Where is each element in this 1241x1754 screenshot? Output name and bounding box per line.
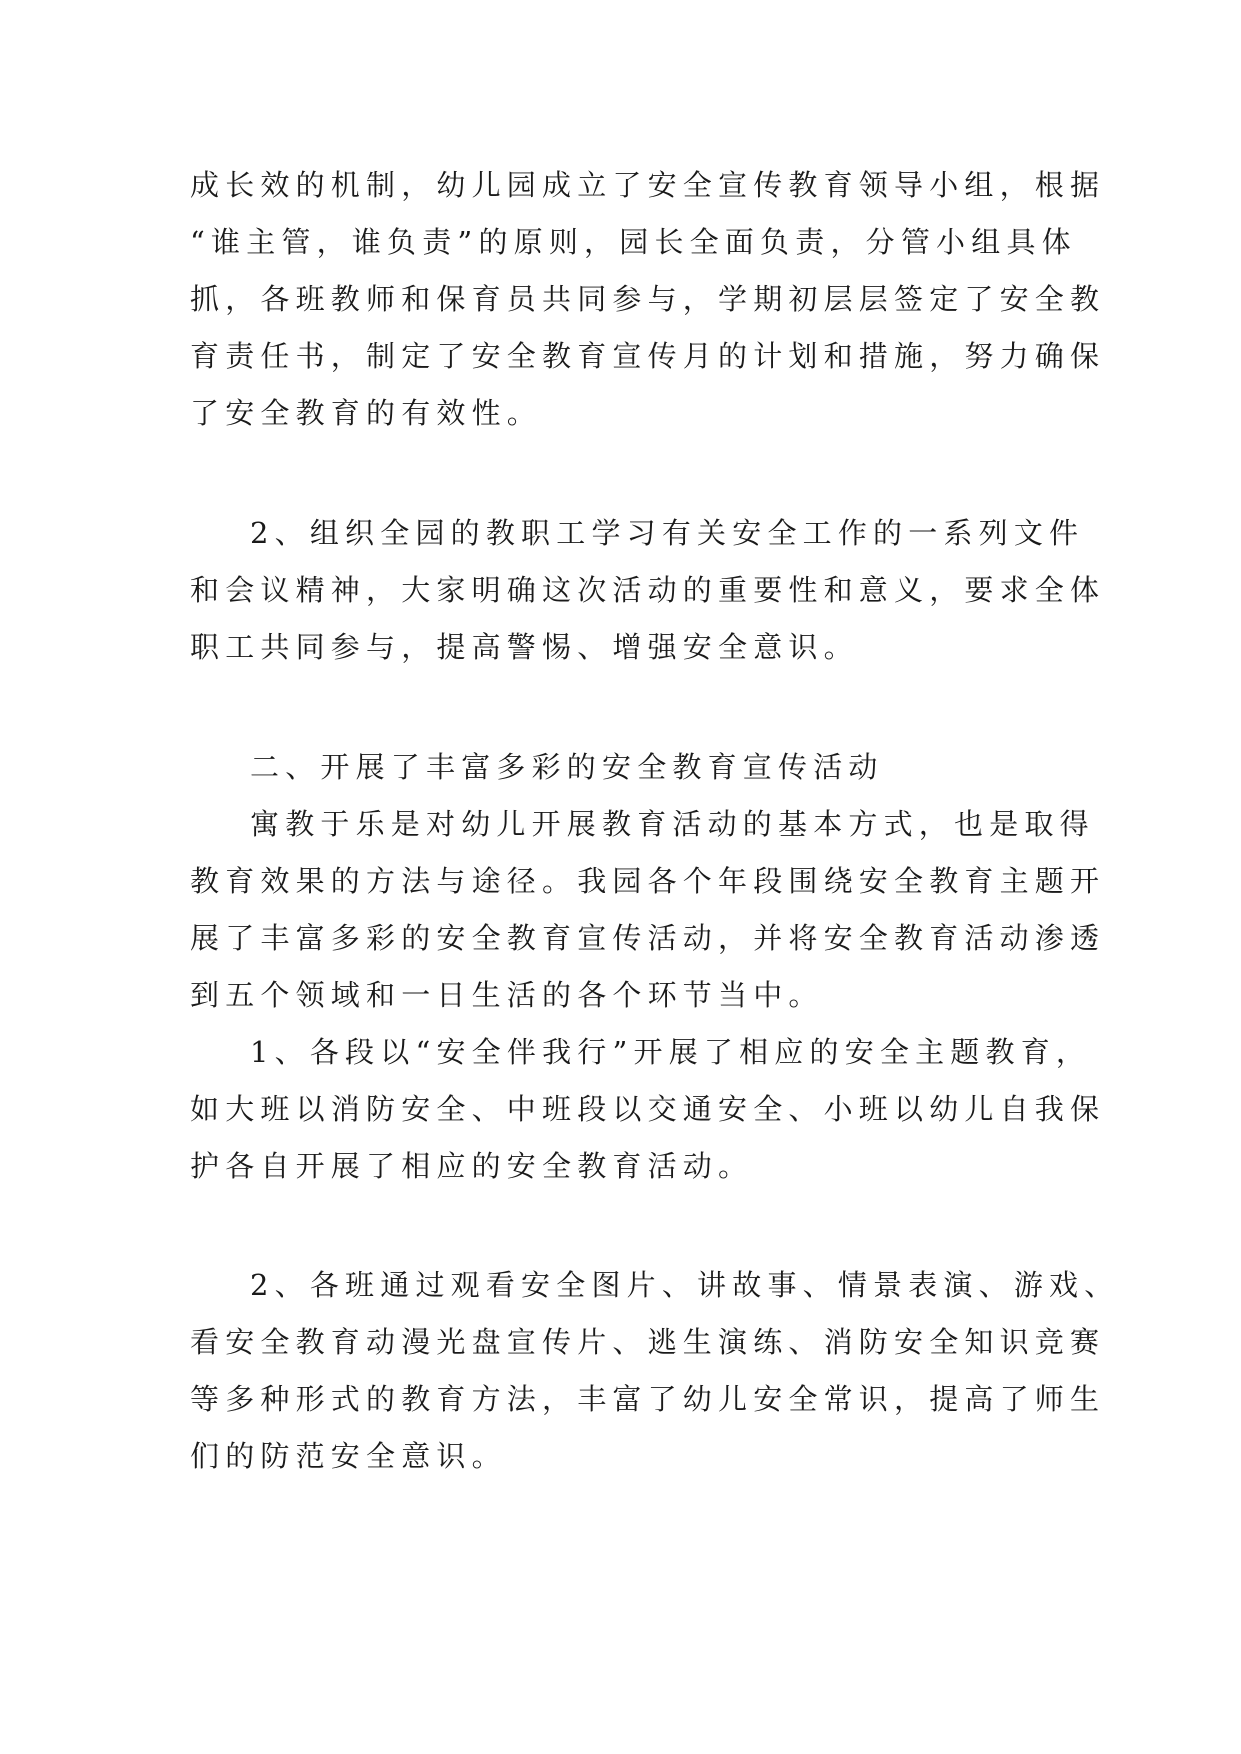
- text-line: 2、各班通过观看安全图片、讲故事、情景表演、游戏、: [250, 1268, 1120, 1302]
- text-line: 看安全教育动漫光盘宣传片、逃生演练、消防安全知识竞赛: [190, 1325, 1106, 1359]
- text-line: 和会议精神，大家明确这次活动的重要性和意义，要求全体: [190, 573, 1106, 607]
- text-line: 展了丰富多彩的安全教育宣传活动，并将安全教育活动渗透: [190, 921, 1106, 955]
- text-line: 教育效果的方法与途径。我园各个年段围绕安全教育主题开: [190, 864, 1106, 898]
- text-line: 育责任书，制定了安全教育宣传月的计划和措施，努力确保: [190, 339, 1106, 373]
- text-line: 到五个领域和一日生活的各个环节当中。: [190, 978, 824, 1012]
- text-line: 职工共同参与，提高警惕、增强安全意识。: [190, 630, 859, 664]
- section-heading: 二、开展了丰富多彩的安全教育宣传活动: [250, 750, 884, 784]
- text-line: 2、组织全园的教职工学习有关安全工作的一系列文件: [250, 516, 1085, 550]
- text-line: 如大班以消防安全、中班段以交通安全、小班以幼儿自我保: [190, 1092, 1106, 1126]
- text-line: 等多种形式的教育方法，丰富了幼儿安全常识，提高了师生: [190, 1382, 1106, 1416]
- text-line: 成长效的机制，幼儿园成立了安全宣传教育领导小组，根据: [190, 168, 1106, 202]
- text-line: 护各自开展了相应的安全教育活动。: [190, 1149, 754, 1183]
- text-line: “谁主管，谁负责”的原则，园长全面负责，分管小组具体: [190, 225, 1077, 259]
- text-line: 了安全教育的有效性。: [190, 396, 543, 430]
- text-line: 1、各段以“安全伴我行”开展了相应的安全主题教育，: [250, 1035, 1092, 1069]
- text-line: 抓，各班教师和保育员共同参与，学期初层层签定了安全教: [190, 282, 1106, 316]
- text-line: 们的防范安全意识。: [190, 1439, 507, 1473]
- text-line: 寓教于乐是对幼儿开展教育活动的基本方式，也是取得: [250, 807, 1095, 841]
